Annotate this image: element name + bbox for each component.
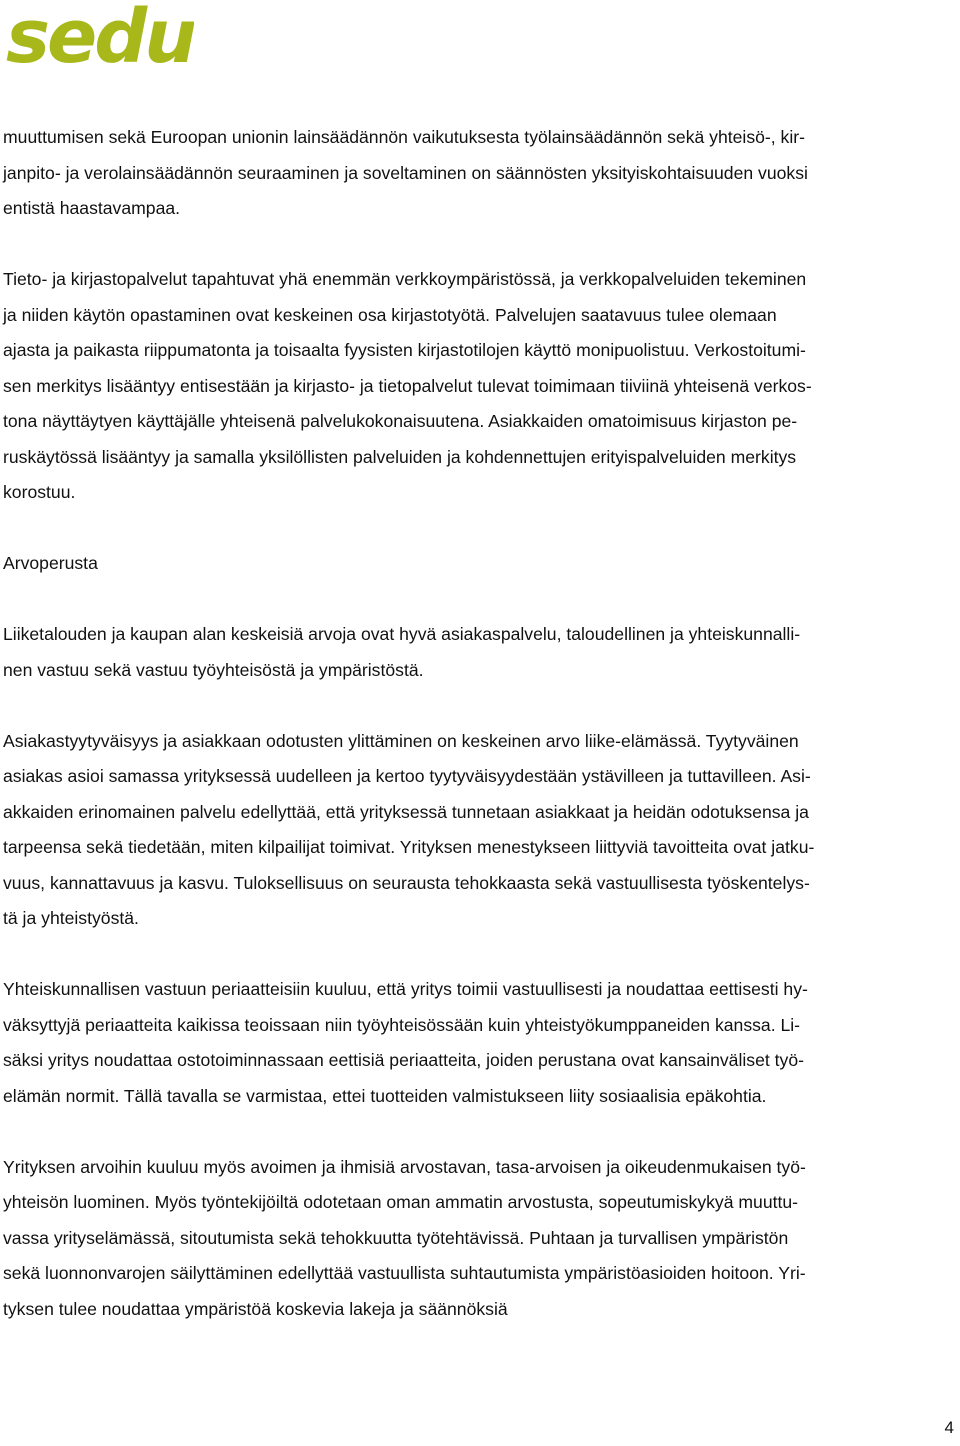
document-body bbox=[3, 120, 945, 1363]
paragraph-core-values: Liiketalouden ja kaupan alan keskeisiä arvoja ovat hyvä asiakaspalvelu, taloudellinen ja yhteiskunnalli- nen vastuu sekä vastuu työyhteisöstä ja ympäristöstä. bbox=[3, 624, 801, 680]
paragraph-legislation: muuttumisen sekä Euroopan unionin lainsäädännön vaikutuksesta työlainsäädännön sekä yhteisö-, kir- janpito- ja verolainsäädännön seuraaminen ja soveltaminen on säännösten yksityiskohtaisuuden vuoksi entistä haastavampaa. bbox=[3, 127, 808, 218]
sedu-logo bbox=[4, 4, 194, 70]
paragraph-customer-satisfaction: Asiakastyytyväisyys ja asiakkaan odotusten ylittäminen on keskeinen arvo liike-elämässä. Tyytyväinen asiakas asioi samassa yrityksessä uudelleen ja kertoo tyytyväisyydestään ystävilleen ja tuttavilleen. Asi- akkaiden erinomainen palvelu edellyttää, että yrityksessä tunnetaan asiakkaat ja heidän odotuksensa ja tarpeensa sekä tiedetään, miten kilpailijat toimivat. Yrityksen menestykseen liittyviä tavoitteita ovat jatku- vuus, kannattavuus ja kasvu. Tuloksellisuus on seurausta tehokkaasta sekä vastuullisesta työskentelys- tä ja yhteistyöstä. bbox=[3, 730, 815, 928]
paragraph-company-values: Yrityksen arvoihin kuuluu myös avoimen ja ihmisiä arvostavan, tasa-arvoisen ja oikeudenmukaisen työ- yhteisön luominen. Myös työntekijöiltä odotetaan oman ammatin arvostusta, sopeutumiskykyä muuttu- vassa yrityselämässä, sitoutumista sekä tehokkuutta työtehtävissä. Puhtaan ja turvallisen ympäristön sekä luonnonvarojen säilyttäminen edellyttää vastuullista suhtautumista ympäristöasioiden hoitoon. Yri- tyksen tulee noudattaa ympäristöä koskevia lakeja ja säännöksiä bbox=[3, 1156, 806, 1319]
svg-text:sedu: sedu bbox=[6, 4, 194, 70]
page-number: 4 bbox=[944, 1418, 954, 1437]
paragraph-social-responsibility: Yhteiskunnallisen vastuun periaatteisiin kuuluu, että yritys toimii vastuullisesti ja noudattaa eettisesti hy- väksyttyjä periaatteita kaikissa teoissaan niin työyhteisössään kuin yhteistyökumppaneiden kanssa. Li- säksi yritys noudattaa ostotoiminnassaan eettisiä periaatteita, joiden perustana ovat kansainväliset työ- elämän normit. Tällä tavalla se varmistaa, ettei tuotteiden valmistukseen liity sosiaalisia epäkohtia. bbox=[3, 979, 808, 1106]
section-heading-arvoperusta: Arvoperusta bbox=[3, 553, 98, 573]
paragraph-library-services: Tieto- ja kirjastopalvelut tapahtuvat yhä enemmän verkkoympäristössä, ja verkkopalveluiden tekeminen ja niiden käytön opastaminen ovat keskeinen osa kirjastotyötä. Palvelujen saatavuus tulee olemaan ajasta ja paikasta riippumatonta ja toisaalta fyysisten kirjastotilojen käyttö monipuolistuu. Verkostoitumi- sen merkitys lisääntyy entisestään ja kirjasto- ja tietopalvelut tulevat toimimaan tiiviinä yhteisenä verkos- tona näyttäytyen käyttäjälle yhteisenä palvelukokonaisuutena. Asiakkaiden omatoimisuus kirjaston pe- ruskäytössä lisääntyy ja samalla yksilöllisten palveluiden ja kohdennettujen erityispalveluiden merkitys korostuu. bbox=[3, 269, 812, 502]
